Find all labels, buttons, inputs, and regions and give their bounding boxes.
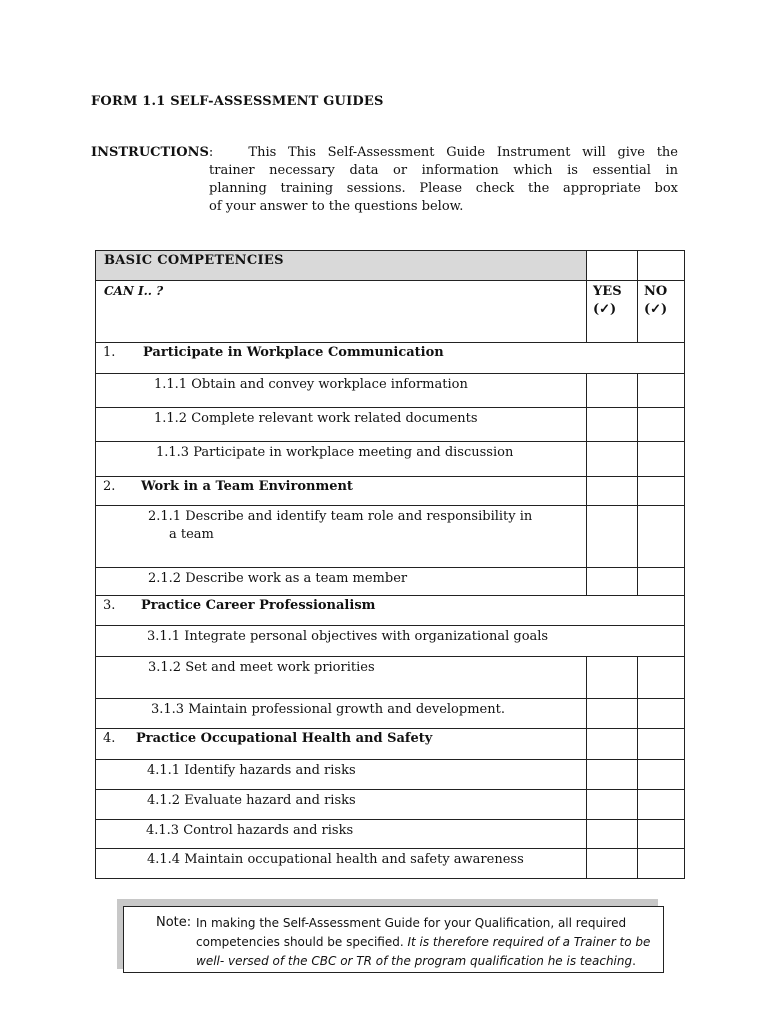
item-4-1-4: 4.1.4 Maintain occupational health and safety awareness bbox=[96, 849, 587, 879]
table-header-row bbox=[96, 251, 685, 281]
no-checkbox[interactable] bbox=[638, 820, 685, 849]
no-checkbox[interactable] bbox=[638, 849, 685, 879]
instructions-line-4: of your answer to the questions below. bbox=[209, 199, 464, 214]
no-checkbox[interactable] bbox=[638, 699, 685, 729]
competency-table bbox=[95, 250, 685, 879]
yes-checkbox[interactable] bbox=[587, 442, 638, 477]
table-row bbox=[96, 657, 685, 699]
item-4-1-1: 4.1.1 Identify hazards and risks bbox=[96, 760, 587, 790]
no-checkbox[interactable] bbox=[638, 729, 685, 760]
yes-checkbox[interactable] bbox=[587, 477, 638, 506]
note-box bbox=[123, 906, 664, 973]
section-row bbox=[96, 596, 685, 626]
can-i-row bbox=[96, 281, 685, 343]
can-i-label: CAN I.. ? bbox=[96, 281, 587, 343]
yes-checkbox[interactable] bbox=[587, 506, 638, 568]
section-heading-3: 3. Practice Career Professionalism bbox=[96, 596, 685, 626]
no-checkbox[interactable] bbox=[638, 442, 685, 477]
header-blank-no bbox=[638, 251, 685, 281]
no-checkbox[interactable] bbox=[638, 374, 685, 408]
no-checkbox[interactable] bbox=[638, 506, 685, 568]
yes-checkbox[interactable] bbox=[587, 849, 638, 879]
yes-checkbox[interactable] bbox=[587, 820, 638, 849]
instructions-line-3: planning training sessions. Please check the appropriate box bbox=[209, 181, 678, 196]
item-1-1-2: 1.1.2 Complete relevant work related documents bbox=[96, 408, 587, 442]
table-row bbox=[96, 849, 685, 879]
yes-checkbox[interactable] bbox=[587, 374, 638, 408]
header-blank-yes bbox=[587, 251, 638, 281]
section-row bbox=[96, 343, 685, 374]
yes-checkbox[interactable] bbox=[587, 760, 638, 790]
no-checkbox[interactable] bbox=[638, 657, 685, 699]
table-row bbox=[96, 820, 685, 849]
item-1-1-1: 1.1.1 Obtain and convey workplace information bbox=[96, 374, 587, 408]
section-row bbox=[96, 477, 685, 506]
section-heading-1: 1. Participate in Workplace Communication bbox=[96, 343, 685, 374]
basic-competencies-header: BASIC COMPETENCIES bbox=[96, 251, 587, 281]
yes-checkbox[interactable] bbox=[587, 729, 638, 760]
table-row bbox=[96, 374, 685, 408]
table-row bbox=[96, 408, 685, 442]
no-checkbox[interactable] bbox=[638, 760, 685, 790]
instructions bbox=[91, 144, 678, 216]
item-4-1-2: 4.1.2 Evaluate hazard and risks bbox=[96, 790, 587, 820]
table-row bbox=[96, 760, 685, 790]
item-3-1-1: 3.1.1 Integrate personal objectives with organizational goals bbox=[96, 626, 685, 657]
no-checkbox[interactable] bbox=[638, 408, 685, 442]
no-checkbox[interactable] bbox=[638, 568, 685, 596]
item-1-1-3: 1.1.3 Participate in workplace meeting and discussion bbox=[96, 442, 587, 477]
section-heading-2: 2. Work in a Team Environment bbox=[96, 477, 587, 506]
table-row bbox=[96, 699, 685, 729]
table-row bbox=[96, 442, 685, 477]
yes-column-header: YES (✓) bbox=[587, 281, 638, 343]
table-row bbox=[96, 790, 685, 820]
item-4-1-3: 4.1.3 Control hazards and risks bbox=[96, 820, 587, 849]
table-row bbox=[96, 506, 685, 568]
yes-checkbox[interactable] bbox=[587, 568, 638, 596]
section-row bbox=[96, 729, 685, 760]
note-text: In making the Self-Assessment Guide for your Qualification, all required competencies should be specified. It is therefore required of a Trainer to be well- versed of the CBC or TR of the program qualification he is teaching. bbox=[196, 916, 651, 968]
table-row bbox=[96, 568, 685, 596]
yes-checkbox[interactable] bbox=[587, 699, 638, 729]
yes-checkbox[interactable] bbox=[587, 408, 638, 442]
no-column-header: NO (✓) bbox=[638, 281, 685, 343]
table-row bbox=[96, 626, 685, 657]
no-checkbox[interactable] bbox=[638, 790, 685, 820]
yes-checkbox[interactable] bbox=[587, 790, 638, 820]
yes-checkbox[interactable] bbox=[587, 657, 638, 699]
instructions-label: INSTRUCTIONS bbox=[91, 145, 209, 160]
item-3-1-3: 3.1.3 Maintain professional growth and development. bbox=[96, 699, 587, 729]
form-title: FORM 1.1 SELF-ASSESSMENT GUIDES bbox=[91, 94, 384, 109]
item-2-1-2: 2.1.2 Describe work as a team member bbox=[96, 568, 587, 596]
no-checkbox[interactable] bbox=[638, 477, 685, 506]
instructions-line-1: INSTRUCTIONS: This This Self-Assessment Guide Instrument will give the bbox=[91, 145, 679, 160]
item-3-1-2: 3.1.2 Set and meet work priorities bbox=[96, 657, 587, 699]
section-heading-4: 4. Practice Occupational Health and Safety bbox=[96, 729, 587, 760]
item-2-1-1: 2.1.1 Describe and identify team role and responsibility in a team bbox=[96, 506, 587, 568]
instructions-line-2: trainer necessary data or information which is essential in bbox=[209, 163, 678, 178]
note-label: Note: bbox=[156, 915, 192, 930]
